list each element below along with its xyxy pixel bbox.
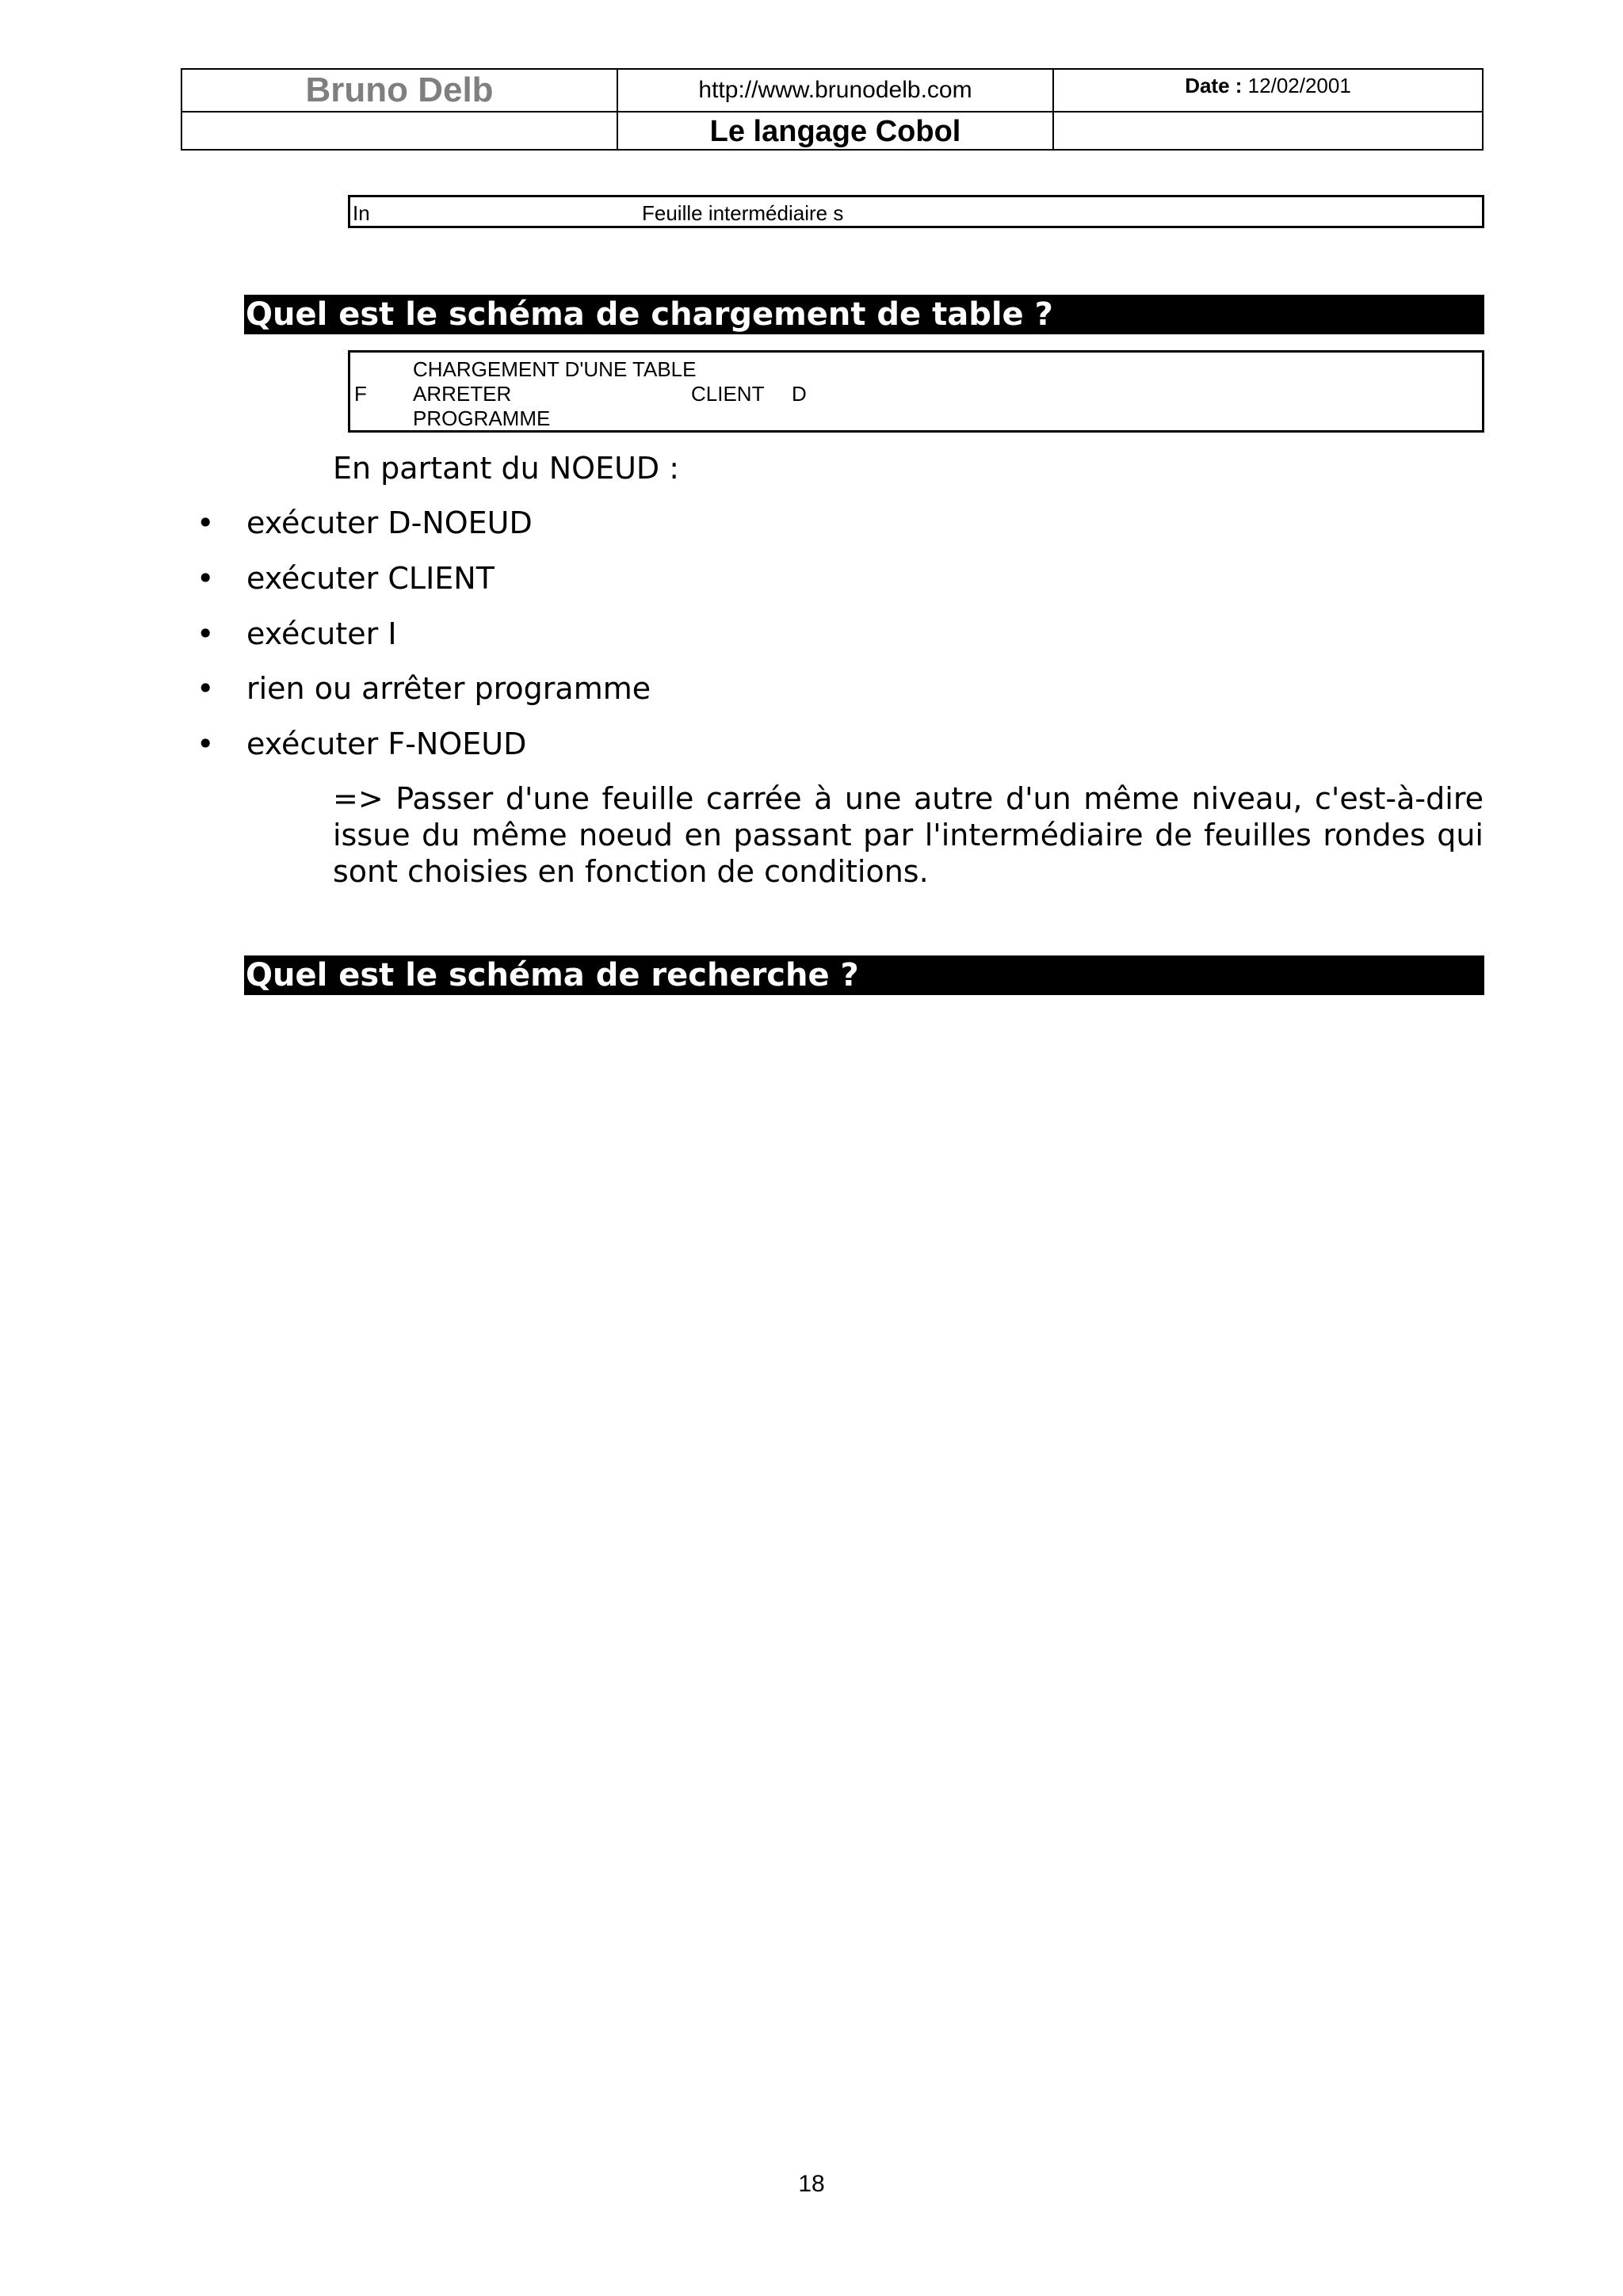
date-label: Date : [1185, 73, 1243, 97]
bullet-marker: • [197, 671, 215, 706]
list-item: exécuter F-NOEUD [246, 727, 527, 761]
diagram-label-d: D [792, 382, 807, 406]
explanation-paragraph: => Passer d'une feuille carrée à une autre d'un même niveau, c'est-à-dire issue du même noeud en passant par l'intermédiaire de feuilles rondes qui sont choisies en fonction de conditions. [333, 781, 1484, 889]
section-heading: Quel est le schéma de recherche ? [244, 955, 1484, 995]
list-item: exécuter D-NOEUD [246, 505, 533, 540]
diagram-label-in: In [353, 201, 370, 225]
diagram-label-client: CLIENT [691, 382, 765, 406]
document-subtitle: Le langage Cobol [709, 114, 961, 148]
website-url: http://www.brunodelb.com [698, 77, 972, 103]
diagram-strip [348, 195, 1484, 228]
author-name: Bruno Delb [305, 71, 494, 109]
table-loading-diagram [348, 350, 1484, 433]
diagram-label-stop: ARRETER [413, 382, 512, 406]
list-item: exécuter CLIENT [246, 561, 495, 596]
bullet-marker: • [197, 727, 215, 761]
list-item: exécuter I [246, 616, 397, 651]
list-item: rien ou arrêter programme [246, 671, 651, 706]
document-date [1054, 70, 1482, 101]
date-value: 12/02/2001 [1247, 73, 1351, 97]
diagram-label-loading: CHARGEMENT D'UNE TABLE [413, 357, 697, 381]
diagram-label-program: PROGRAMME [413, 406, 551, 430]
intro-text: En partant du NOEUD : [333, 451, 680, 486]
diagram-label-intermediate: Feuille intermédiaire s [642, 201, 844, 225]
document-header [181, 68, 1484, 151]
bullet-marker: • [197, 505, 215, 540]
diagram-label-f: F [354, 382, 367, 406]
bullet-marker: • [197, 561, 215, 596]
section-heading: Quel est le schéma de chargement de table ? [244, 295, 1484, 334]
bullet-marker: • [197, 616, 215, 651]
page-number: 18 [798, 2171, 825, 2197]
